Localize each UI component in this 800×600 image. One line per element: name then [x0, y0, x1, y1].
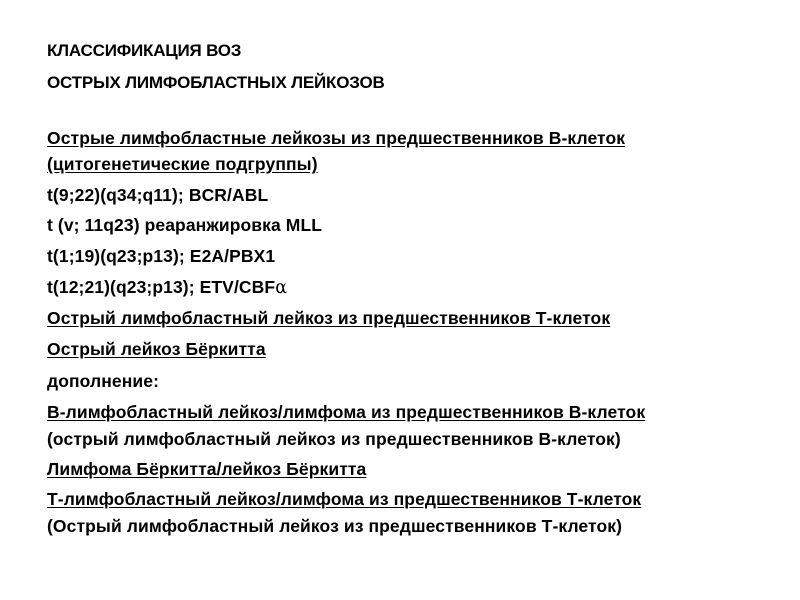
subgroup-item-4-text: t(12;21)(q23;p13); ETV/CBF	[47, 277, 276, 297]
addition-t-lymphoblastic-note: (Острый лимфобластный лейкоз из предшественников Т-клеток)	[47, 516, 623, 536]
title-line-2: ОСТРЫХ ЛИМФОБЛАСТНЫХ ЛЕЙКОЗОВ	[47, 73, 385, 92]
addition-t-lymphoblastic: Т-лимфобластный лейкоз/лимфома из предшественников Т-клеток	[47, 489, 642, 509]
heading-t-cell-precursor: Острый лимфобластный лейкоз из предшественников Т-клеток	[47, 308, 611, 328]
addition-label: дополнение:	[47, 371, 160, 391]
heading-burkitt-leukemia: Острый лейкоз Бёркитта	[47, 339, 266, 359]
heading-b-cell-precursor: Острые лимфобластные лейкозы из предшественников В-клеток	[47, 128, 626, 148]
classification-slide	[47, 0, 787, 600]
subgroup-item-4	[47, 276, 287, 299]
title-line-1: КЛАССИФИКАЦИЯ ВОЗ	[47, 41, 242, 60]
addition-burkitt-lymphoma: Лимфома Бёркитта/лейкоз Бёркитта	[47, 459, 367, 479]
subgroup-item-3: t(1;19)(q23;p13); E2A/PBX1	[47, 246, 276, 266]
addition-b-lymphoblastic: В-лимфобластный лейкоз/лимфома из предшественников В-клеток	[47, 402, 646, 422]
subgroup-item-2: t (v; 11q23) реаранжировка MLL	[47, 215, 323, 235]
heading-b-cell-subgroups: (цитогенетические подгруппы)	[47, 154, 318, 174]
addition-b-lymphoblastic-note: (острый лимфобластный лейкоз из предшественников В-клеток)	[47, 429, 621, 449]
subgroup-item-1: t(9;22)(q34;q11); BCR/ABL	[47, 185, 269, 205]
alpha-symbol: α	[275, 278, 288, 298]
